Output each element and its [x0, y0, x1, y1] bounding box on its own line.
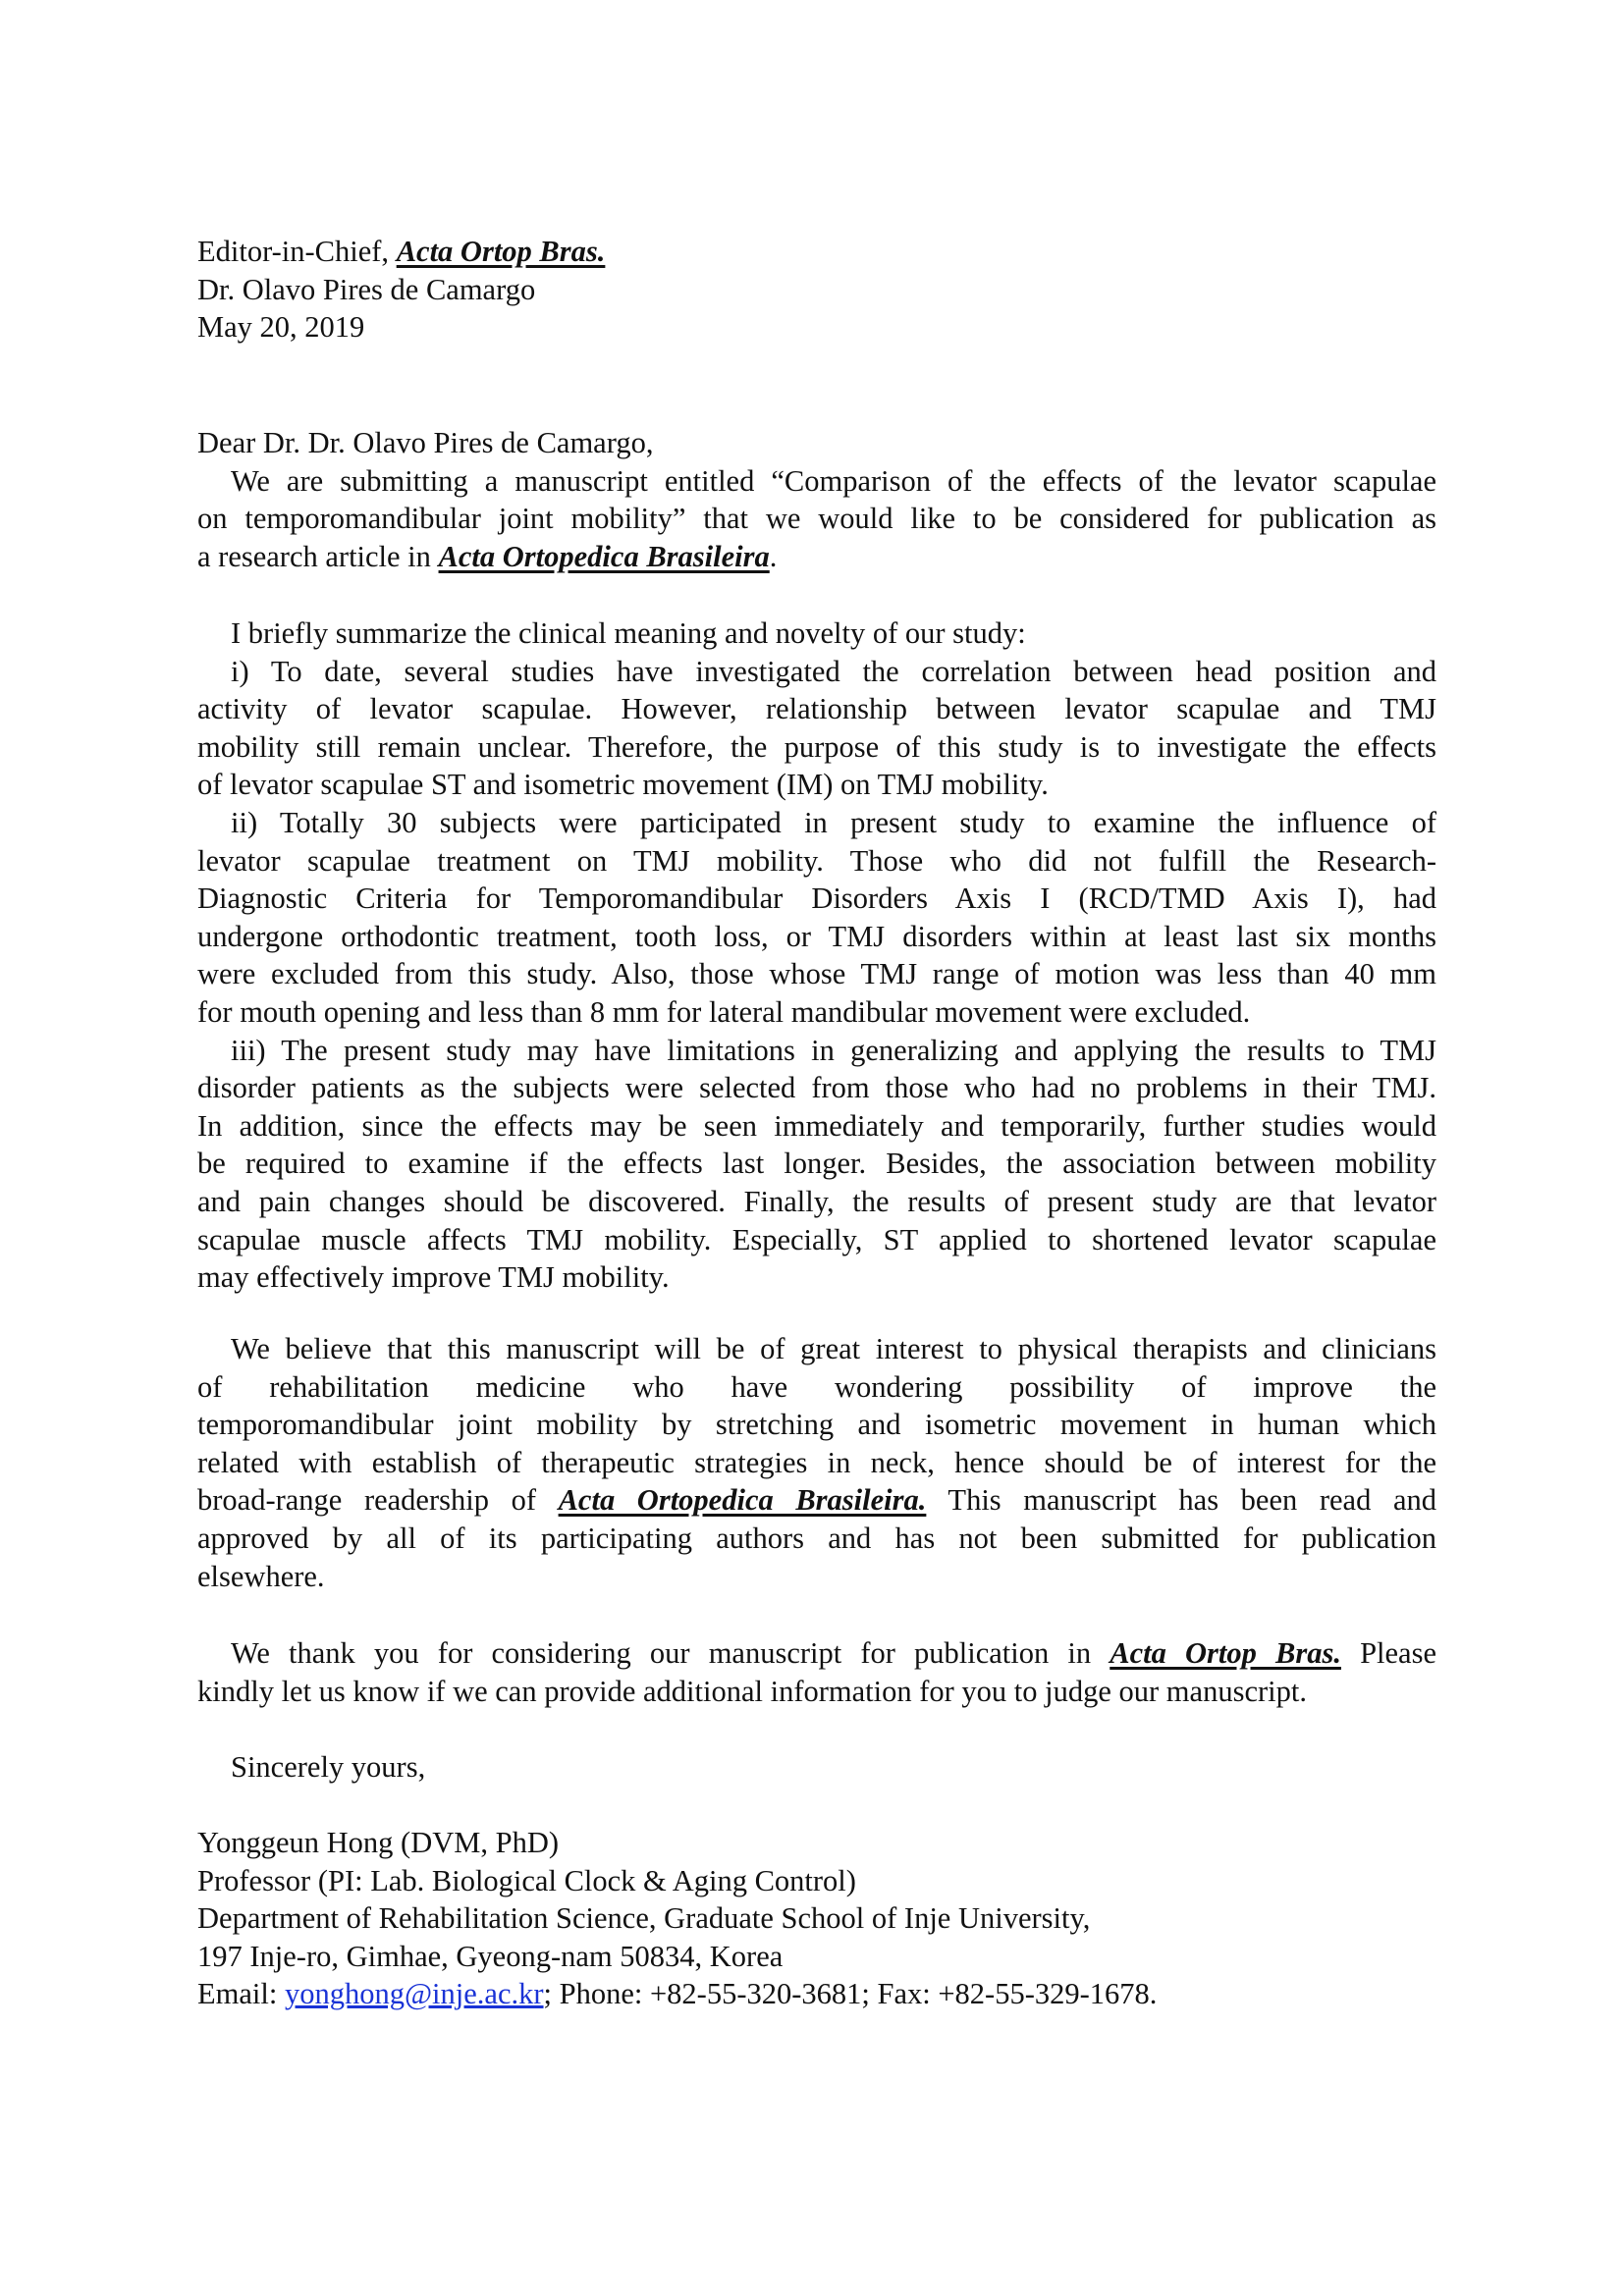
summary-point-3: and pain changes should be discovered. Finally, the results of present study are that levator — [197, 1184, 1436, 1218]
closing-block — [197, 1748, 1436, 1787]
summary-point-1: mobility still remain unclear. Therefore, the purpose of this study is to investigate the effects — [197, 729, 1436, 764]
interest-line: related with establish of therapeutic strategies in neck, hence should be of interest for the — [197, 1445, 1436, 1479]
summary-point-3: In addition, since the effects may be seen immediately and temporarily, further studies would — [197, 1108, 1436, 1143]
summary-block — [197, 614, 1436, 1297]
intro-line: a research article in Acta Ortopedica Brasileira. — [197, 539, 778, 573]
recipient-name: Dr. Olavo Pires de Camargo — [197, 272, 536, 306]
signer-department: Department of Rehabilitation Science, Graduate School of Inje University, — [197, 1901, 1091, 1936]
summary-point-1: of levator scapulae ST and isometric movement (IM) on TMJ mobility. — [197, 768, 1049, 802]
thanks-line: We thank you for considering our manuscript for publication in Acta Ortop Bras. Please — [231, 1636, 1437, 1670]
interest-line: broad-range readership of Acta Ortopedica Brasileira. This manuscript has been read and — [197, 1483, 1436, 1518]
summary-point-1: i) To date, several studies have investigated the correlation between head position and — [231, 654, 1436, 688]
intro-block — [197, 424, 1436, 575]
journal-name-full: Acta Ortopedica Brasileira — [438, 539, 770, 573]
salutation: Dear Dr. Dr. Olavo Pires de Camargo, — [197, 426, 654, 459]
signer-name: Yonggeun Hong (DVM, PhD) — [197, 1826, 560, 1859]
summary-point-3: disorder patients as the subjects were selected from those who had no problems in their TMJ. — [197, 1071, 1436, 1105]
journal-name-short: Acta Ortop Bras. — [1110, 1636, 1341, 1670]
journal-name-short: Acta Ortop Bras. — [396, 235, 606, 268]
thanks-block — [197, 1634, 1436, 1710]
summary-point-3: may effectively improve TMJ mobility. — [197, 1260, 670, 1295]
journal-name-full: Acta Ortopedica Brasileira. — [558, 1483, 927, 1518]
interest-line: elsewhere. — [197, 1559, 325, 1593]
summary-point-2: for mouth opening and less than 8 mm for lateral mandibular movement were excluded. — [197, 994, 1251, 1029]
interest-line: of rehabilitation medicine who have wondering possibility of improve the — [197, 1369, 1436, 1404]
summary-point-2: undergone orthodontic treatment, tooth loss, or TMJ disorders within at least last six months — [197, 919, 1436, 953]
summary-point-2: ii) Totally 30 subjects were participated in present study to examine the influence of — [231, 805, 1436, 839]
summary-point-3: scapulae muscle affects TMJ mobility. Especially, ST applied to shortened levator scapulae — [197, 1222, 1436, 1256]
summary-lead: I briefly summarize the clinical meaning and novelty of our study: — [231, 616, 1026, 650]
recipient-block — [197, 233, 1436, 347]
summary-point-2: were excluded from this study. Also, those whose TMJ range of motion was less than 40 mm — [197, 957, 1436, 991]
closing: Sincerely yours, — [231, 1750, 426, 1784]
intro-line: on temporomandibular joint mobility” that we would like to be considered for publication as — [197, 502, 1436, 536]
interest-line: We believe that this manuscript will be of great interest to physical therapists and clinicians — [231, 1332, 1436, 1365]
interest-line: temporomandibular joint mobility by stretching and isometric movement in human which — [197, 1408, 1436, 1442]
thanks-line: kindly let us know if we can provide additional information for you to judge our manuscript. — [197, 1674, 1307, 1708]
email-link[interactable]: yonghong@inje.ac.kr — [284, 1977, 544, 2011]
interest-block — [197, 1330, 1436, 1595]
recipient-line: Editor-in-Chief, Acta Ortop Bras. — [197, 235, 606, 268]
summary-point-2: Diagnostic Criteria for Temporomandibular Disorders Axis I (RCD/TMD Axis I), had — [197, 881, 1436, 916]
signature-block — [197, 1824, 1436, 2013]
summary-point-3: iii) The present study may have limitations in generalizing and applying the results to TMJ — [231, 1033, 1436, 1067]
letter-date: May 20, 2019 — [197, 310, 365, 345]
interest-line: approved by all of its participating authors and has not been submitted for publication — [197, 1521, 1436, 1555]
signer-title: Professor (PI: Lab. Biological Clock & Aging Control) — [197, 1863, 856, 1897]
summary-point-2: levator scapulae treatment on TMJ mobility. Those who did not fulfill the Research- — [197, 843, 1436, 878]
signer-address: 197 Inje-ro, Gimhae, Gyeong-nam 50834, Korea — [197, 1939, 784, 1973]
summary-point-1: activity of levator scapulae. However, relationship between levator scapulae and TMJ — [197, 692, 1436, 726]
signer-contact: Email: yonghong@inje.ac.kr; Phone: +82-55-320-3681; Fax: +82-55-329-1678. — [197, 1977, 1158, 2011]
summary-point-3: be required to examine if the effects last longer. Besides, the association between mobility — [197, 1147, 1436, 1181]
intro-line: We are submitting a manuscript entitled “Comparison of the effects of the levator scapulae — [231, 463, 1436, 498]
